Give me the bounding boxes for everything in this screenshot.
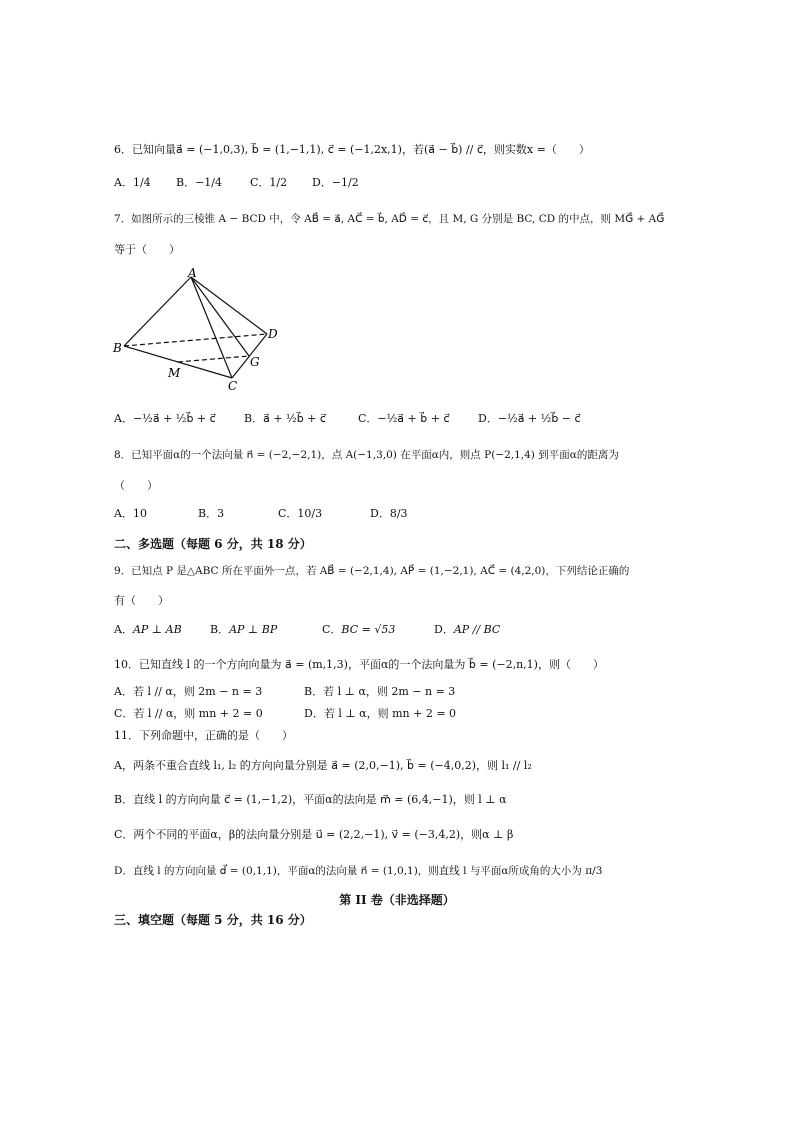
- option-text: −1/4: [195, 176, 223, 189]
- q10-option-c[interactable]: [114, 707, 263, 720]
- option-label: D．: [478, 412, 498, 425]
- q8-option-c[interactable]: [278, 507, 322, 520]
- option-text: AP ⊥ AB: [132, 623, 182, 636]
- option-text: 1/2: [269, 176, 288, 189]
- q10-options: [114, 685, 534, 725]
- q6-stem: 6．已知向量a⃗ = (−1,0,3), b⃗ = (1,−1,1), c⃗ = (−1,2x,1)，若(a⃗ − b⃗) // c⃗，则实数x =（ ）: [114, 143, 590, 156]
- q11-option-a[interactable]: [114, 759, 532, 772]
- q8-options: [114, 507, 514, 531]
- q7-option-b[interactable]: [244, 412, 326, 425]
- q8-option-d[interactable]: [370, 507, 408, 520]
- option-label: D．: [434, 623, 454, 636]
- option-text: 1/4: [132, 176, 151, 189]
- point-label-m: M: [168, 366, 181, 380]
- edge-bd-dashed: [124, 334, 267, 346]
- option-text: 两条不重合直线 l₁, l₂ 的方向向量分别是 a⃗ = (2,0,−1), b⃗ = (−4,0,2)，则 l₁ // l₂: [132, 759, 532, 772]
- edge-mg-dashed: [178, 356, 249, 362]
- q7-stem-line2: 等于（ ）: [114, 243, 180, 256]
- option-label: D．: [114, 865, 133, 877]
- option-label: A．: [114, 623, 133, 636]
- option-label: D．: [312, 176, 332, 189]
- q11-option-d[interactable]: [114, 865, 602, 878]
- q6-option-b[interactable]: [176, 176, 222, 189]
- option-label: C．: [322, 623, 342, 636]
- option-label: A．: [114, 507, 133, 520]
- option-label: B．: [176, 176, 196, 189]
- option-text: −½a⃗ + b⃗ + c⃗: [377, 412, 450, 425]
- section-heading-multiple-choice: 二、多选题（每题 6 分，共 18 分）: [114, 537, 312, 551]
- option-label: C．: [114, 828, 134, 841]
- option-label: B．: [210, 623, 230, 636]
- q10-option-a[interactable]: [114, 685, 262, 698]
- option-text: −1/2: [331, 176, 359, 189]
- edge-ab: [124, 277, 191, 346]
- option-text: 若 l ⊥ α，则 mn + 2 = 0: [323, 707, 457, 720]
- q11-option-b[interactable]: [114, 793, 507, 806]
- q11-stem: 11．下列命题中，正确的是（ ）: [114, 729, 293, 742]
- option-text: 若 l // α，则 mn + 2 = 0: [133, 707, 263, 720]
- option-label: C．: [114, 707, 134, 720]
- section-heading-fill-in: 三、填空题（每题 5 分，共 16 分）: [114, 913, 312, 927]
- tetrahedron-figure: [112, 266, 282, 392]
- option-text: −½a⃗ + ½b⃗ + c⃗: [132, 412, 216, 425]
- option-text: 10/3: [297, 507, 323, 520]
- option-label: B．: [304, 685, 324, 698]
- q10-option-d[interactable]: [304, 707, 456, 720]
- q6-option-a[interactable]: [114, 176, 151, 189]
- vertex-label-d: D: [268, 327, 278, 341]
- q7-options: [114, 412, 674, 436]
- option-text: 10: [132, 507, 147, 520]
- q9-option-c[interactable]: [322, 623, 395, 636]
- q9-option-a[interactable]: [114, 623, 182, 636]
- option-text: AP // BC: [453, 623, 501, 636]
- q10-option-b[interactable]: [304, 685, 455, 698]
- q7-option-c[interactable]: [358, 412, 450, 425]
- option-text: 3: [217, 507, 225, 520]
- option-text: 8/3: [389, 507, 408, 520]
- vertex-label-a: A: [188, 266, 197, 280]
- option-text: 两个不同的平面α，β的法向量分别是 u⃗ = (2,2,−1), v⃗ = (−3,4,2)，则α ⊥ β: [133, 828, 514, 841]
- q11-option-c[interactable]: [114, 828, 513, 841]
- vertex-label-b: B: [113, 341, 122, 355]
- q7-option-a[interactable]: [114, 412, 216, 425]
- q6-option-c[interactable]: [250, 176, 287, 189]
- option-text: 若 l // α，则 2m − n = 3: [132, 685, 263, 698]
- option-label: A，: [114, 759, 133, 772]
- option-text: 若 l ⊥ α，则 2m − n = 3: [323, 685, 456, 698]
- q8-stem-line1: 8．已知平面α的一个法向量 n⃗ = (−2,−2,1)，点 A(−1,3,0) 在平面α内，则点 P(−2,1,4) 到平面α的距离为: [114, 449, 619, 461]
- option-label: A．: [114, 412, 133, 425]
- q6-option-d[interactable]: [312, 176, 359, 189]
- q7-option-d[interactable]: [478, 412, 581, 425]
- option-label: D．: [304, 707, 324, 720]
- option-text: a⃗ + ½b⃗ + c⃗: [263, 412, 326, 425]
- point-label-g: G: [250, 355, 260, 369]
- option-label: B．: [114, 793, 134, 806]
- q9-stem-line2: 有（ ）: [114, 594, 169, 607]
- option-label: B．: [198, 507, 218, 520]
- q8-option-a[interactable]: [114, 507, 147, 520]
- q9-options: [114, 623, 554, 643]
- q9-option-b[interactable]: [210, 623, 277, 636]
- option-label: C．: [278, 507, 298, 520]
- option-label: C．: [250, 176, 270, 189]
- option-label: A．: [114, 176, 133, 189]
- option-label: A．: [114, 685, 133, 698]
- option-text: AP ⊥ BP: [229, 623, 278, 636]
- q9-stem-line1: 9．已知点 P 是△ABC 所在平面外一点，若 AB⃗ = (−2,1,4), AP⃗ = (1,−2,1), AC⃗ = (4,2,0)，下列结论正确的: [114, 565, 630, 577]
- option-label: C．: [358, 412, 378, 425]
- q9-option-d[interactable]: [434, 623, 500, 636]
- option-text: 直线 l 的方向向量 c⃗ = (1,−1,2)，平面α的法向是 m⃗ = (6,4,−1)，则 l ⊥ α: [133, 793, 507, 806]
- q6-options: [114, 170, 514, 200]
- q8-stem-line2: （ ）: [114, 479, 158, 492]
- q8-option-b[interactable]: [198, 507, 224, 520]
- option-text: BC = √53: [341, 623, 396, 636]
- q10-stem: 10．已知直线 l 的一个方向向量为 a⃗ = (m,1,3)，平面α的一个法向量为 b⃗ = (−2,n,1)，则（ ）: [114, 658, 604, 671]
- part-two-title: 第 II 卷（非选择题）: [339, 893, 455, 907]
- q7-stem-line1: 7．如图所示的三棱锥 A − BCD 中，令 AB⃗ = a⃗, AC⃗ = b⃗, AD⃗ = c⃗，且 M, G 分别是 BC, CD 的中点，则 MG⃗ + AG⃗: [114, 213, 665, 225]
- vertex-label-c: C: [228, 379, 238, 392]
- option-text: −½a⃗ + ½b⃗ − c⃗: [497, 412, 581, 425]
- option-label: B．: [244, 412, 264, 425]
- edge-ag: [191, 277, 249, 356]
- option-text: 直线 l 的方向向量 d⃗ = (0,1,1)，平面α的法向量 n⃗ = (1,0,1)，则直线 l 与平面α所成角的大小为 π/3: [132, 865, 603, 877]
- option-label: D．: [370, 507, 390, 520]
